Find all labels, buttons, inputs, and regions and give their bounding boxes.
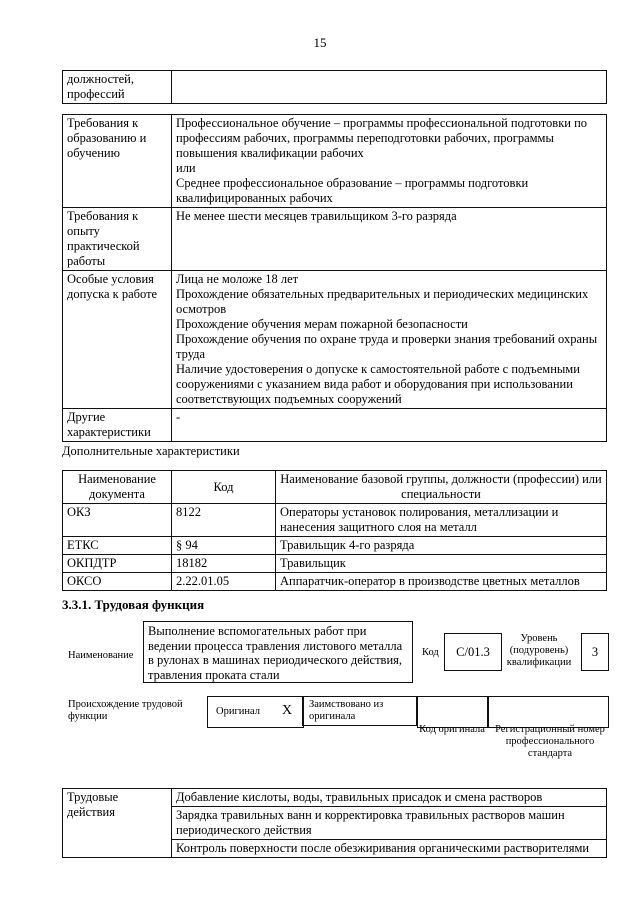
top-row-label: должностей, профессий (63, 71, 172, 104)
special-line: Лица не моложе 18 лет (176, 272, 299, 286)
function-code-label: Код (422, 647, 439, 658)
origin-original-mark: X (282, 703, 293, 718)
labor-actions-table (62, 788, 607, 858)
additional-characteristics-table (62, 470, 607, 591)
special-line: Прохождение обучения по охране труда и проверки знания требований охраны труда (176, 332, 598, 361)
education-line: Профессиональное обучение – программы профессиональной подготовки по профессиям рабочих, программы переподготовки рабочих, программы повышения квалификации рабочих (176, 116, 588, 160)
origin-original-cell (207, 696, 304, 728)
cell-code: § 94 (172, 537, 276, 555)
cell-doc: ОКЗ (63, 504, 172, 537)
education-label: Требования к образованию и обучению (63, 115, 172, 208)
top-continuation-table (62, 70, 607, 104)
experience-line: Не менее шести месяцев травильщиком 3-го разряда (176, 209, 457, 223)
cell-name: Операторы установок полирования, металлизации и нанесения защитного слоя на металл (276, 504, 607, 537)
experience-value (172, 208, 607, 271)
origin-borrowed-label: Заимствовано из оригинала (302, 696, 417, 726)
function-level-value: 3 (581, 633, 609, 671)
special-label: Особые условия допуска к работе (63, 271, 172, 409)
top-row-value (172, 71, 607, 104)
requirements-row-other (63, 409, 607, 442)
origin-code-original-label: Код оригинала (419, 724, 485, 735)
requirements-row-education (63, 115, 607, 208)
table-row (63, 555, 607, 573)
action-item: Зарядка травильных ванн и корректировка травильных растворов машин периодического действия (172, 807, 607, 840)
additional-header-row (63, 471, 607, 504)
education-line: или (176, 161, 196, 175)
cell-doc: ОКСО (63, 573, 172, 591)
header-document: Наименование документа (63, 471, 172, 504)
cell-code: 2.22.01.05 (172, 573, 276, 591)
special-line: Наличие удостоверения о допуске к самостоятельной работе с подъемными сооружениями с указанием вида работ и оборудования при использовании соответствующих подъемных сооружений (176, 362, 580, 406)
table-row (63, 504, 607, 537)
requirements-table (62, 114, 607, 442)
special-line: Прохождение обучения мерам пожарной безопасности (176, 317, 468, 331)
additional-characteristics-title: Дополнительные характеристики (62, 444, 240, 458)
function-heading: 3.3.1. Трудовая функция (62, 597, 205, 612)
page-number: 15 (313, 35, 327, 50)
other-line: - (176, 410, 181, 424)
cell-code: 18182 (172, 555, 276, 573)
cell-name: Травильщик (276, 555, 607, 573)
action-item: Добавление кислоты, воды, травильных присадок и смена растворов (172, 789, 607, 807)
actions-label: Трудовые действия (63, 789, 172, 858)
cell-doc: ОКПДТР (63, 555, 172, 573)
other-label: Другие характеристики (63, 409, 172, 442)
origin-reg-number-label: Регистрационный номер профессионального стандарта (495, 724, 605, 759)
header-code: Код (172, 471, 276, 504)
cell-name: Травильщик 4-го разряда (276, 537, 607, 555)
function-code-value: C/01.3 (444, 633, 502, 671)
table-row (63, 789, 607, 807)
table-row (63, 537, 607, 555)
requirements-row-experience (63, 208, 607, 271)
action-item: Контроль поверхности после обезжиривания органическими растворителями (172, 840, 607, 858)
header-name: Наименование базовой группы, должности (профессии) или специальности (276, 471, 607, 504)
origin-label: Происхождение трудовой функции (68, 699, 183, 722)
function-name-label: Наименование (68, 650, 134, 661)
function-level-label: Уровень (подуровень) квалификации (506, 633, 572, 668)
education-line: Среднее профессиональное образование – программы подготовки квалифицированных рабочих (176, 176, 529, 205)
requirements-row-special (63, 271, 607, 409)
cell-code: 8122 (172, 504, 276, 537)
special-line: Прохождение обязательных предварительных и периодических медицинских осмотров (176, 287, 589, 316)
special-value (172, 271, 607, 409)
education-value (172, 115, 607, 208)
origin-original-label: Оригинал (216, 706, 260, 717)
experience-label: Требования к опыту практической работы (63, 208, 172, 271)
table-row (63, 573, 607, 591)
function-name-value: Выполнение вспомогательных работ при ведении процесса травления листового металла в рулонах в машинах периодического действия, травления проката стали (143, 621, 413, 683)
cell-name: Аппаратчик-оператор в производстве цветных металлов (276, 573, 607, 591)
other-value (172, 409, 607, 442)
cell-doc: ЕТКС (63, 537, 172, 555)
